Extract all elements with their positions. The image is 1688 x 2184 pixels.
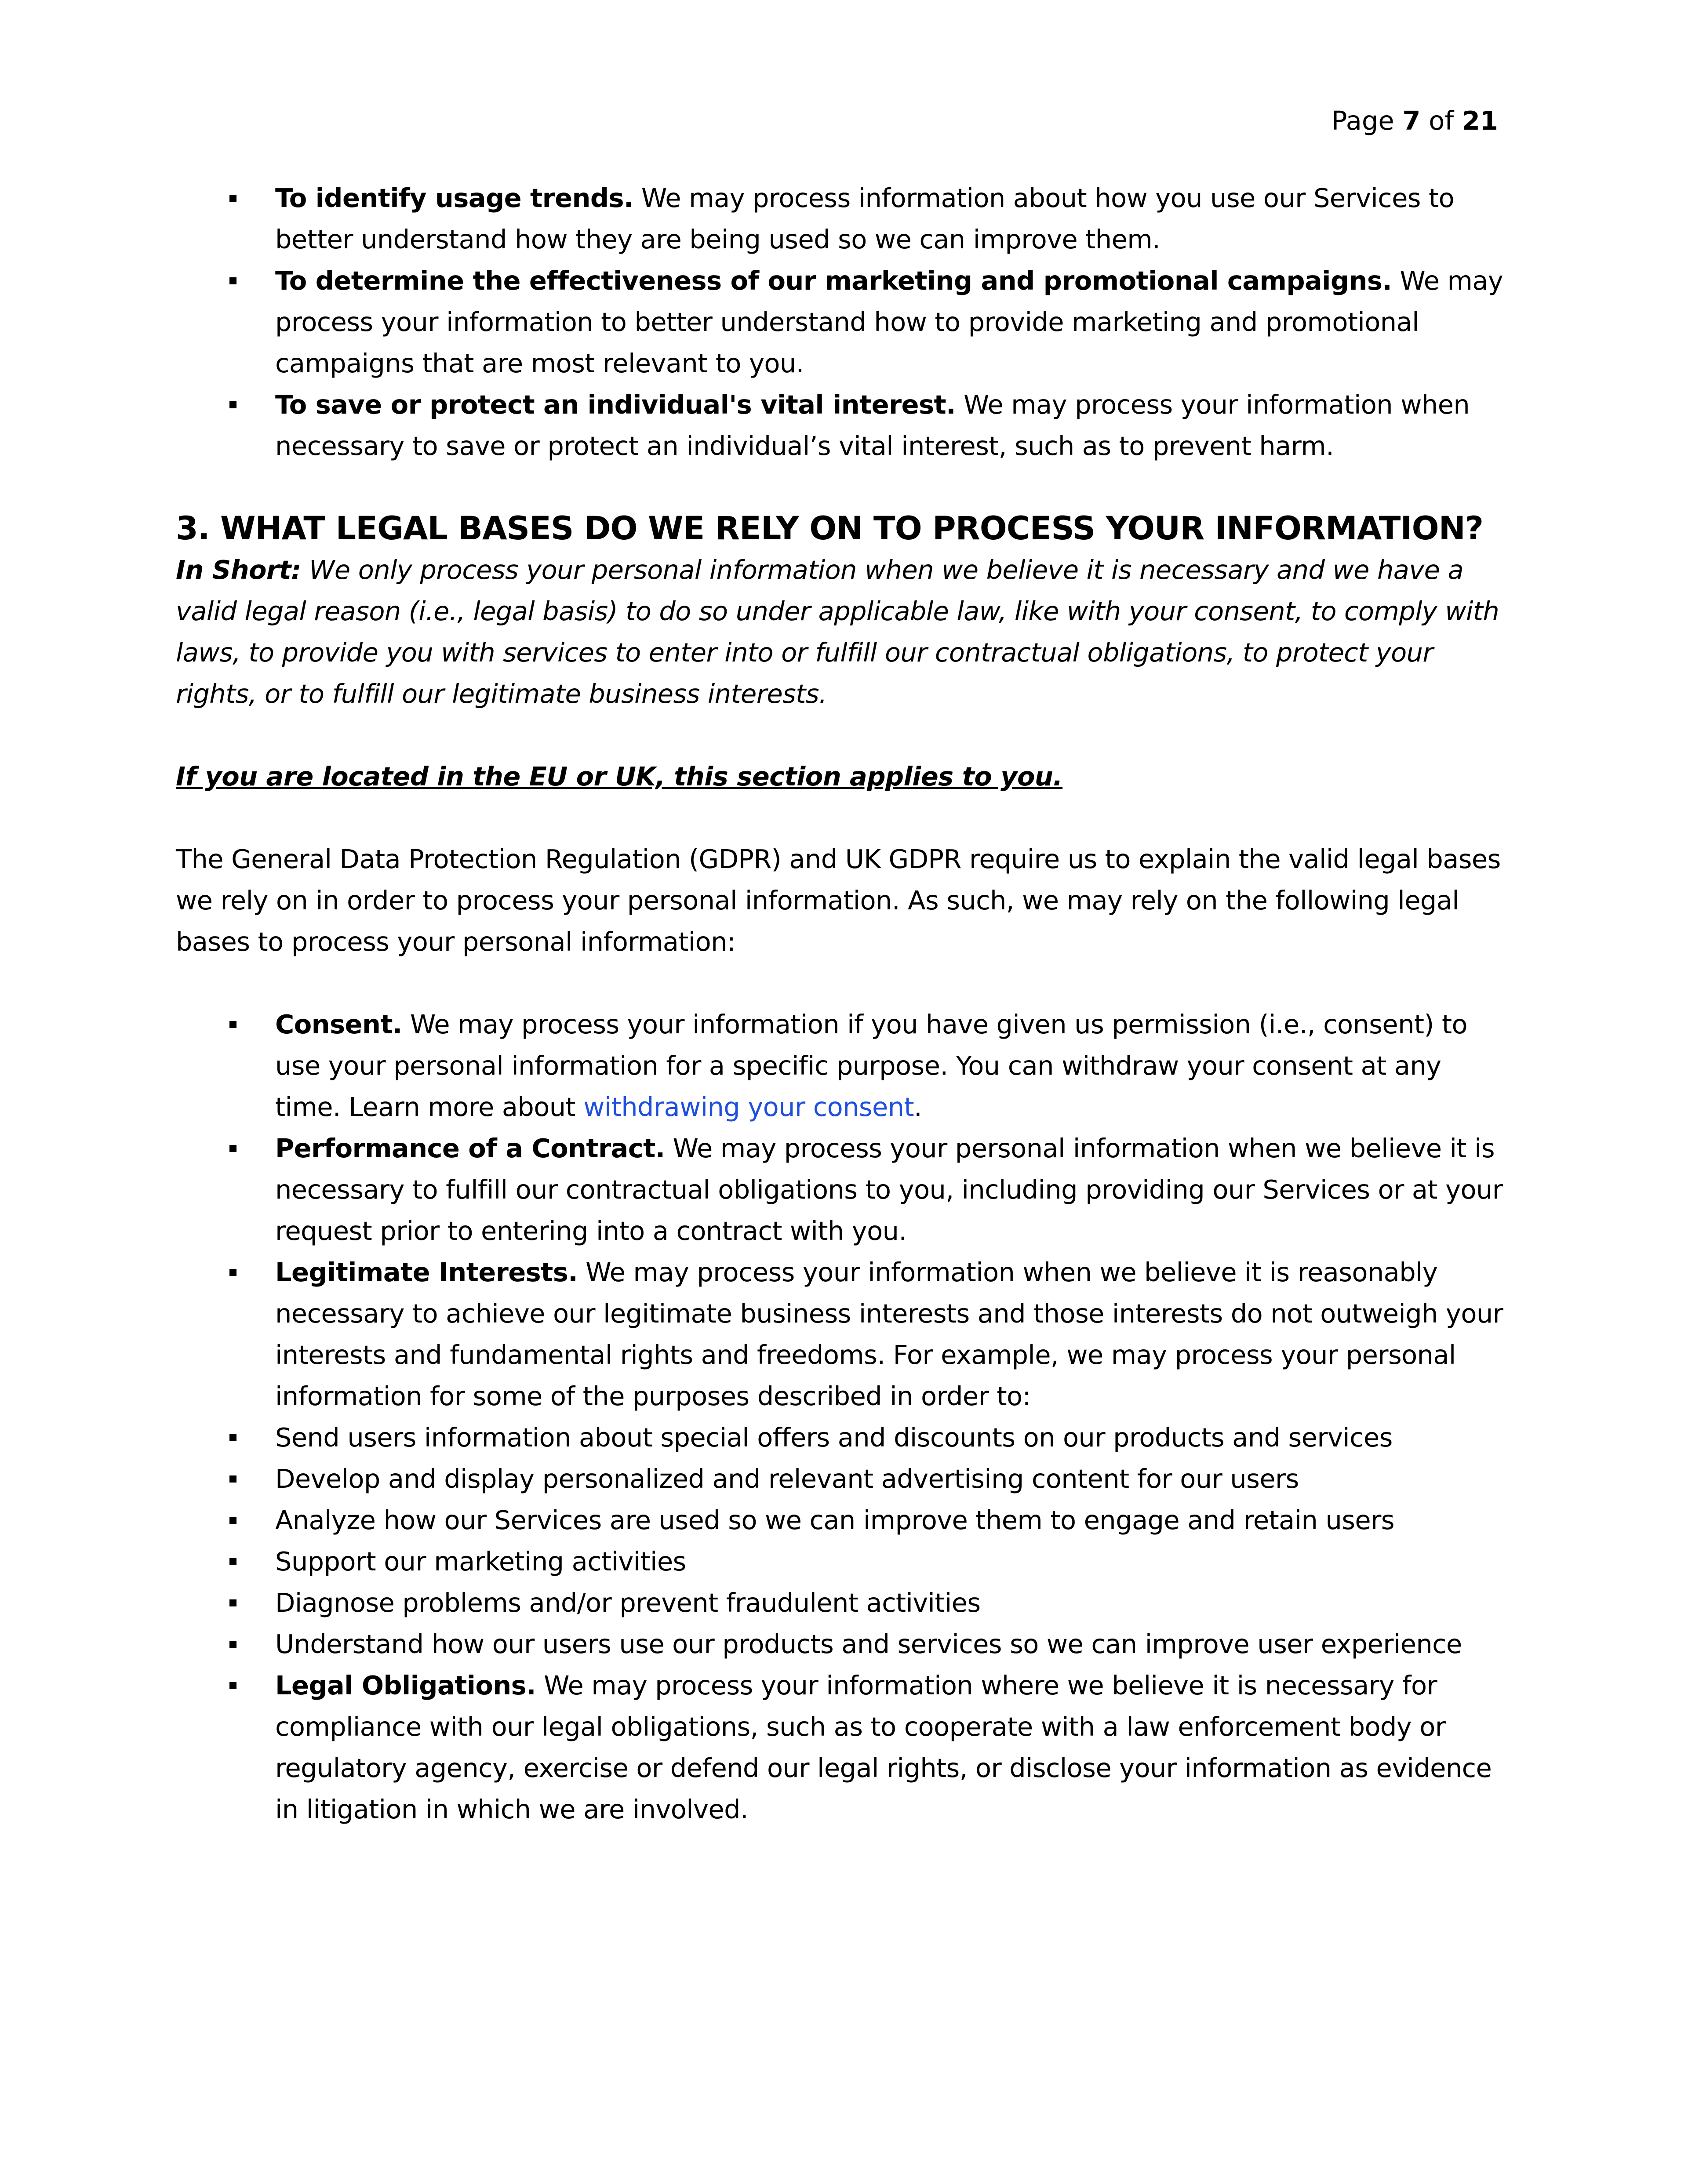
list-item: Develop and display personalized and relevant advertising content for our users [176,1458,1512,1500]
list-item-text: We may process your information when necessary to save or protect an individual’s vital interest, such as to prevent harm. [275,389,1470,461]
list-item-legitimate-interests [176,1252,1512,1417]
purposes-list [176,178,1512,467]
list-item-lead: To determine the effectiveness of our marketing and promotional campaigns. [275,265,1392,296]
list-item-legal-obligations [176,1665,1512,1830]
page-number-prefix: Page [1331,105,1394,136]
list-item-lead: Consent. [275,1009,402,1039]
list-item [176,260,1512,384]
summary-text: We only process your personal information when we believe it is necessary and we have a valid legal reason (i.e., legal basis) to do so under applicable law, like with your consent, to comply with laws, to provide you with services to enter into or fulfill our contractual obligations, to protect your rights, or to fulfill our legitimate business interests. [176,555,1499,709]
document-body [176,178,1512,1830]
list-item-punctuation: . [914,1092,922,1122]
list-item-text: We may process your information when we believe it is reasonably necessary to achieve our legitimate business interests and those interests do not outweigh your interests and fundamental rights and freedoms. For example, we may process your personal information for some of the purposes described in order to: [275,1257,1503,1411]
list-item-text: We may process your information to better understand how to provide marketing and promotional campaigns that are most relevant to you. [275,265,1503,378]
list-item-lead: To save or protect an individual's vital interest. [275,389,956,420]
list-item-consent [176,1004,1512,1128]
list-item: Support our marketing activities [176,1541,1512,1582]
list-item-lead: Performance of a Contract. [275,1133,665,1163]
list-item: Diagnose problems and/or prevent fraudulent activities [176,1582,1512,1624]
page-number-current: 7 [1402,105,1421,136]
list-item-text: We may process information about how you use our Services to better understand how they are being used so we can improve them. [275,183,1455,254]
section-summary [176,549,1512,715]
withdrawing-consent-link[interactable]: withdrawing your consent [583,1092,914,1122]
applies-note: If you are located in the EU or UK, this section applies to you. [176,761,1063,792]
list-item: Understand how our users use our products and services so we can improve user experience [176,1624,1512,1665]
list-item-lead: To identify usage trends. [275,183,633,213]
list-item-contract [176,1128,1512,1252]
list-item-text: We may process your information if you have given us permission (i.e., consent) to use your personal information for a specific purpose. You can withdraw your consent at any time. Learn more about [275,1009,1468,1122]
section-heading: 3. WHAT LEGAL BASES DO WE RELY ON TO PROCESS YOUR INFORMATION? [176,510,1484,547]
list-item-lead: Legitimate Interests. [275,1257,578,1287]
list-item: Analyze how our Services are used so we can improve them to engage and retain users [176,1500,1512,1541]
summary-label: In Short: [176,555,302,585]
list-item: Send users information about special offers and discounts on our products and services [176,1417,1512,1458]
legal-bases-list [176,1004,1512,1830]
list-item-text: We may process your information where we believe it is necessary for compliance with our legal obligations, such as to cooperate with a law enforcement body or regulatory agency, exercise or defend our legal rights, or disclose your information as evidence in litigation in which we are involved. [275,1670,1492,1824]
page-number-separator: of [1429,105,1454,136]
list-item-text: We may process your personal information when we believe it is necessary to fulfill our contractual obligations to you, including providing our Services or at your request prior to entering into a contract with you. [275,1133,1503,1246]
list-item [176,384,1512,467]
intro-paragraph: The General Data Protection Regulation (GDPR) and UK GDPR require us to explain the valid legal bases we rely on in order to process your personal information. As such, we may rely on the following legal bases to process your personal information: [176,844,1501,957]
list-item [176,178,1512,260]
list-item-lead: Legal Obligations. [275,1670,536,1701]
page-number-total: 21 [1462,105,1498,136]
page-number [1331,100,1498,142]
